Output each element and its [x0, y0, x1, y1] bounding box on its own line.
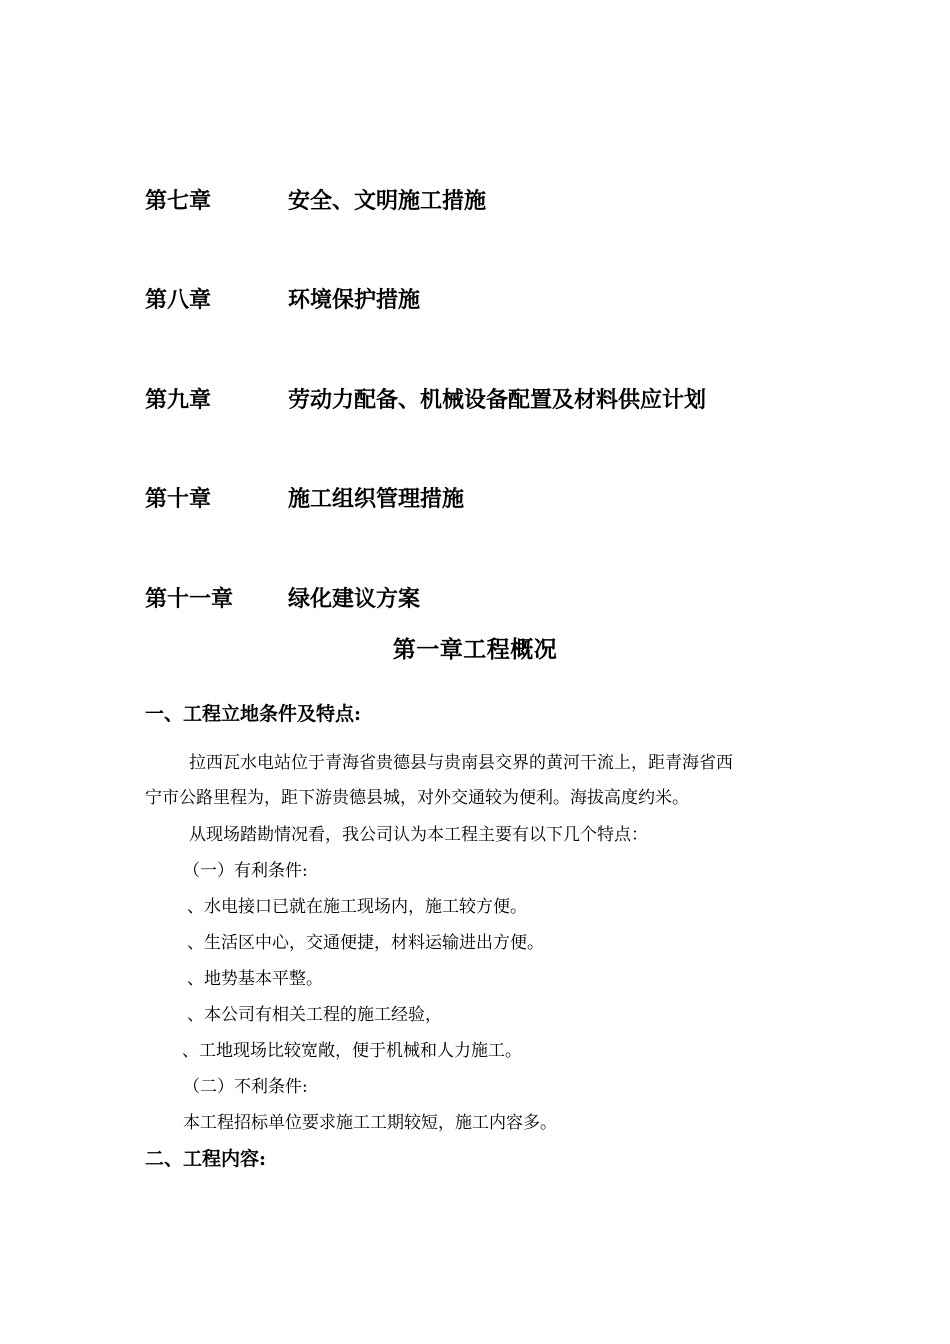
unfavorable-conditions-label: （二）不利条件: [183, 1077, 308, 1097]
section-heading-2: 二、工程内容: [145, 1148, 267, 1170]
favorable-list-item: 、地势基本平整。 [187, 969, 323, 989]
toc-chapter-title: 安全、文明施工措施 [288, 188, 487, 214]
section-heading-1: 一、工程立地条件及特点: [145, 703, 362, 725]
toc-chapter-title: 绿化建议方案 [288, 586, 421, 612]
favorable-conditions-label: （一）有利条件: [183, 861, 308, 881]
toc-chapter-number: 第八章 [145, 287, 212, 313]
favorable-list-item: 、工地现场比较宽敞，便于机械和人力施工。 [182, 1041, 522, 1061]
unfavorable-paragraph: 本工程招标单位要求施工工期较短，施工内容多。 [183, 1113, 557, 1133]
toc-chapter-title: 劳动力配备、机械设备配置及材料供应计划 [288, 387, 707, 413]
survey-paragraph: 从现场踏勘情况看，我公司认为本工程主要有以下几个特点： [189, 825, 648, 845]
toc-chapter-number: 第九章 [145, 387, 212, 413]
favorable-list-item: 、生活区中心，交通便捷，材料运输进出方便。 [187, 933, 544, 953]
intro-paragraph-line-2: 宁市公路里程为，距下游贵德县城，对外交通较为便利。海拔高度约米。 [145, 788, 689, 808]
favorable-list-item: 、本公司有相关工程的施工经验， [187, 1005, 442, 1025]
toc-chapter-number: 第十一章 [145, 586, 234, 612]
toc-chapter-title: 环境保护措施 [288, 287, 421, 313]
chapter-heading: 第一章工程概况 [392, 636, 558, 663]
intro-paragraph-line-1: 拉西瓦水电站位于青海省贵德县与贵南县交界的黄河干流上，距青海省西 [189, 753, 733, 773]
favorable-list-item: 、水电接口已就在施工现场内，施工较方便。 [187, 897, 527, 917]
toc-chapter-number: 第十章 [145, 486, 212, 512]
toc-chapter-title: 施工组织管理措施 [288, 486, 465, 512]
toc-chapter-number: 第七章 [145, 188, 212, 214]
